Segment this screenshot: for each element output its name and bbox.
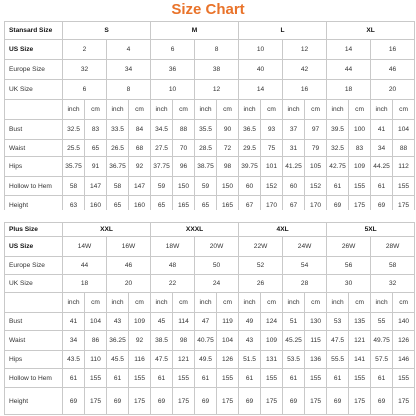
measurement-value: 104: [393, 120, 415, 140]
measurement-value: 69: [327, 388, 349, 415]
uk-size-value: 28: [283, 275, 327, 293]
europe-size-value: 46: [107, 257, 151, 275]
measurement-value: 59: [195, 177, 217, 196]
us-size-value: 14W: [63, 237, 107, 257]
measurement-value: 63: [63, 196, 85, 216]
size-name: XL: [327, 22, 415, 40]
europe-size-label: Europe Size: [5, 60, 63, 80]
measurement-row: [5, 388, 415, 415]
uk-size-value: 20: [107, 275, 151, 293]
unit-cm-cell: cm: [129, 100, 151, 120]
measurement-value: 175: [85, 388, 107, 415]
unit-row: [5, 293, 415, 313]
measurement-value: 155: [85, 369, 107, 388]
measurement-value: 61: [283, 369, 305, 388]
unit-inch-cell: inch: [239, 100, 261, 120]
size-header-row: [5, 22, 415, 40]
unit-inch-cell: inch: [195, 293, 217, 313]
measurement-value: 61: [239, 369, 261, 388]
measurement-value: 49.5: [195, 351, 217, 369]
chart-title: Size Chart: [171, 1, 245, 18]
measurement-value: 98: [217, 157, 239, 177]
uk-size-value: 10: [151, 80, 195, 100]
measurement-value: 109: [129, 313, 151, 331]
measurement-value: 155: [349, 369, 371, 388]
measurement-value: 86: [85, 331, 107, 351]
measurement-value: 58: [107, 177, 129, 196]
measurement-value: 69: [107, 388, 129, 415]
measurement-label: Hips: [5, 351, 63, 369]
measurement-value: 110: [85, 351, 107, 369]
measurement-value: 47.5: [327, 331, 349, 351]
measurement-value: 67: [239, 196, 261, 216]
size-name: S: [63, 22, 151, 40]
europe-size-value: 56: [327, 257, 371, 275]
measurement-value: 170: [305, 196, 327, 216]
measurement-value: 45: [151, 313, 173, 331]
measurement-value: 147: [85, 177, 107, 196]
measurement-value: 109: [349, 157, 371, 177]
europe-size-label: Europe Size: [5, 257, 63, 275]
measurement-value: 69: [195, 388, 217, 415]
measurement-value: 34.5: [151, 120, 173, 140]
measurement-value: 98: [173, 331, 195, 351]
size-header-label: Plus Size: [5, 223, 63, 237]
measurement-value: 45.5: [107, 351, 129, 369]
us-size-value: 22W: [239, 237, 283, 257]
unit-row-label: [5, 293, 63, 313]
measurement-value: 35.5: [195, 120, 217, 140]
measurement-value: 160: [85, 196, 107, 216]
measurement-value: 175: [393, 196, 415, 216]
unit-inch-cell: inch: [63, 293, 85, 313]
measurement-label: Hollow to Hem: [5, 177, 63, 196]
europe-size-value: 40: [239, 60, 283, 80]
uk-size-label: UK Size: [5, 275, 63, 293]
measurement-value: 150: [173, 177, 195, 196]
measurement-value: 155: [173, 369, 195, 388]
measurement-value: 65: [195, 196, 217, 216]
europe-size-row: [5, 60, 415, 80]
europe-size-value: 48: [151, 257, 195, 275]
europe-size-value: 44: [327, 60, 371, 80]
measurement-value: 25.5: [63, 140, 85, 157]
measurement-value: 104: [217, 331, 239, 351]
us-size-label: US Size: [5, 237, 63, 257]
unit-cm-cell: cm: [85, 293, 107, 313]
unit-inch-cell: inch: [283, 293, 305, 313]
us-size-value: 26W: [327, 237, 371, 257]
uk-size-row: [5, 80, 415, 100]
measurement-value: 53.5: [283, 351, 305, 369]
measurement-value: 70: [173, 140, 195, 157]
measurement-value: 160: [129, 196, 151, 216]
measurement-row: [5, 313, 415, 331]
measurement-value: 175: [129, 388, 151, 415]
measurement-value: 126: [393, 331, 415, 351]
measurement-value: 35.75: [63, 157, 85, 177]
measurement-value: 104: [85, 313, 107, 331]
measurement-label: Bust: [5, 120, 63, 140]
measurement-value: 119: [217, 313, 239, 331]
measurement-value: 116: [129, 351, 151, 369]
measurement-value: 155: [217, 369, 239, 388]
measurement-value: 69: [283, 388, 305, 415]
measurement-value: 61: [151, 369, 173, 388]
uk-size-value: 32: [371, 275, 415, 293]
size-name: L: [239, 22, 327, 40]
europe-size-row: [5, 257, 415, 275]
unit-inch-cell: inch: [327, 100, 349, 120]
measurement-value: 55.5: [327, 351, 349, 369]
measurement-value: 67: [283, 196, 305, 216]
measurement-value: 105: [305, 157, 327, 177]
measurement-value: 100: [349, 120, 371, 140]
unit-cm-cell: cm: [173, 100, 195, 120]
measurement-value: 45.25: [283, 331, 305, 351]
unit-inch-cell: inch: [371, 293, 393, 313]
measurement-value: 43: [107, 313, 129, 331]
unit-inch-cell: inch: [63, 100, 85, 120]
measurement-value: 49: [239, 313, 261, 331]
measurement-value: 147: [129, 177, 151, 196]
measurement-value: 44.25: [371, 157, 393, 177]
unit-cm-cell: cm: [393, 293, 415, 313]
unit-cm-cell: cm: [349, 293, 371, 313]
measurement-value: 175: [217, 388, 239, 415]
measurement-value: 152: [261, 177, 283, 196]
unit-inch-cell: inch: [151, 100, 173, 120]
unit-cm-cell: cm: [261, 293, 283, 313]
unit-cm-cell: cm: [217, 100, 239, 120]
uk-size-value: 20: [371, 80, 415, 100]
uk-size-value: 14: [239, 80, 283, 100]
measurement-value: 41: [63, 313, 85, 331]
unit-cm-cell: cm: [393, 100, 415, 120]
unit-cm-cell: cm: [305, 100, 327, 120]
measurement-value: 96: [173, 157, 195, 177]
europe-size-value: 54: [283, 257, 327, 275]
europe-size-value: 38: [195, 60, 239, 80]
measurement-value: 27.5: [151, 140, 173, 157]
size-name: XXXL: [151, 223, 239, 237]
uk-size-value: 18: [63, 275, 107, 293]
measurement-label: Waist: [5, 331, 63, 351]
measurement-value: 150: [217, 177, 239, 196]
measurement-value: 175: [393, 388, 415, 415]
measurement-value: 37: [283, 120, 305, 140]
measurement-value: 88: [173, 120, 195, 140]
measurement-value: 175: [349, 196, 371, 216]
unit-cm-cell: cm: [129, 293, 151, 313]
europe-size-value: 50: [195, 257, 239, 275]
measurement-value: 65: [85, 140, 107, 157]
measurement-label: Waist: [5, 140, 63, 157]
measurement-label: Hips: [5, 157, 63, 177]
plus-size-table: [4, 222, 415, 415]
measurement-value: 34: [371, 140, 393, 157]
measurement-value: 165: [173, 196, 195, 216]
europe-size-value: 52: [239, 257, 283, 275]
measurement-value: 36.25: [107, 331, 129, 351]
measurement-value: 61: [327, 369, 349, 388]
uk-size-value: 16: [283, 80, 327, 100]
measurement-value: 47: [195, 313, 217, 331]
measurement-row: [5, 157, 415, 177]
us-size-row: [5, 40, 415, 60]
standard-size-table: [4, 21, 415, 216]
us-size-value: 16W: [107, 237, 151, 257]
measurement-value: 141: [349, 351, 371, 369]
europe-size-value: 32: [63, 60, 107, 80]
unit-inch-cell: inch: [283, 100, 305, 120]
uk-size-value: 22: [151, 275, 195, 293]
us-size-value: 4: [107, 40, 151, 60]
uk-size-value: 12: [195, 80, 239, 100]
us-size-value: 18W: [151, 237, 195, 257]
measurement-value: 39.75: [239, 157, 261, 177]
unit-inch-cell: inch: [107, 293, 129, 313]
size-header-label: Stansard Size: [5, 22, 63, 40]
us-size-value: 2: [63, 40, 107, 60]
measurement-value: 140: [393, 313, 415, 331]
unit-cm-cell: cm: [261, 100, 283, 120]
measurement-value: 51: [283, 313, 305, 331]
unit-inch-cell: inch: [327, 293, 349, 313]
measurement-value: 88: [393, 140, 415, 157]
us-size-label: US Size: [5, 40, 63, 60]
unit-cm-cell: cm: [349, 100, 371, 120]
uk-size-value: 30: [327, 275, 371, 293]
measurement-value: 26.5: [107, 140, 129, 157]
uk-size-value: 24: [195, 275, 239, 293]
measurement-value: 69: [371, 388, 393, 415]
measurement-value: 60: [239, 177, 261, 196]
us-size-value: 6: [151, 40, 195, 60]
unit-row: [5, 100, 415, 120]
measurement-value: 69: [327, 196, 349, 216]
measurement-value: 39.5: [327, 120, 349, 140]
measurement-value: 41.25: [283, 157, 305, 177]
measurement-value: 136: [305, 351, 327, 369]
measurement-value: 101: [261, 157, 283, 177]
measurement-value: 155: [349, 177, 371, 196]
measurement-value: 170: [261, 196, 283, 216]
measurement-value: 69: [239, 388, 261, 415]
measurement-value: 40.75: [195, 331, 217, 351]
europe-size-value: 58: [371, 257, 415, 275]
us-size-row: [5, 237, 415, 257]
measurement-value: 135: [349, 313, 371, 331]
unit-inch-cell: inch: [239, 293, 261, 313]
europe-size-value: 42: [283, 60, 327, 80]
uk-size-value: 18: [327, 80, 371, 100]
measurement-value: 34: [63, 331, 85, 351]
measurement-value: 37.75: [151, 157, 173, 177]
measurement-value: 61: [107, 369, 129, 388]
size-name: 4XL: [239, 223, 327, 237]
measurement-value: 61: [327, 177, 349, 196]
measurement-value: 43: [239, 331, 261, 351]
measurement-value: 55: [371, 313, 393, 331]
measurement-value: 31: [283, 140, 305, 157]
measurement-value: 51.5: [239, 351, 261, 369]
measurement-value: 69: [63, 388, 85, 415]
measurement-value: 97: [305, 120, 327, 140]
measurement-value: 155: [393, 177, 415, 196]
measurement-value: 130: [305, 313, 327, 331]
measurement-value: 57.5: [371, 351, 393, 369]
europe-size-value: 36: [151, 60, 195, 80]
measurement-value: 152: [305, 177, 327, 196]
uk-size-value: 6: [63, 80, 107, 100]
unit-cm-cell: cm: [217, 293, 239, 313]
uk-size-label: UK Size: [5, 80, 63, 100]
measurement-value: 41: [371, 120, 393, 140]
measurement-value: 69: [371, 196, 393, 216]
measurement-value: 114: [173, 313, 195, 331]
measurement-row: [5, 351, 415, 369]
measurement-value: 75: [261, 140, 283, 157]
measurement-value: 65: [151, 196, 173, 216]
us-size-value: 28W: [371, 237, 415, 257]
measurement-label: Hollow to Hem: [5, 369, 63, 388]
europe-size-value: 46: [371, 60, 415, 80]
europe-size-value: 34: [107, 60, 151, 80]
measurement-value: 109: [261, 331, 283, 351]
measurement-value: 83: [349, 140, 371, 157]
measurement-value: 79: [305, 140, 327, 157]
measurement-value: 93: [261, 120, 283, 140]
measurement-value: 29.5: [239, 140, 261, 157]
measurement-value: 124: [261, 313, 283, 331]
measurement-value: 61: [195, 369, 217, 388]
measurement-value: 155: [129, 369, 151, 388]
uk-size-value: 8: [107, 80, 151, 100]
unit-inch-cell: inch: [151, 293, 173, 313]
measurement-value: 90: [217, 120, 239, 140]
measurement-value: 92: [129, 331, 151, 351]
measurement-value: 53: [327, 313, 349, 331]
measurement-value: 175: [261, 388, 283, 415]
measurement-value: 49.75: [371, 331, 393, 351]
measurement-value: 38.75: [195, 157, 217, 177]
measurement-value: 175: [173, 388, 195, 415]
measurement-value: 155: [393, 369, 415, 388]
measurement-value: 32.5: [327, 140, 349, 157]
measurement-row: [5, 369, 415, 388]
measurement-label: Height: [5, 196, 63, 216]
measurement-value: 112: [393, 157, 415, 177]
measurement-value: 84: [129, 120, 151, 140]
uk-size-value: 26: [239, 275, 283, 293]
measurement-value: 42.75: [327, 157, 349, 177]
measurement-value: 58: [63, 177, 85, 196]
measurement-value: 32.5: [63, 120, 85, 140]
measurement-value: 65: [107, 196, 129, 216]
measurement-row: [5, 331, 415, 351]
measurement-value: 61: [63, 369, 85, 388]
measurement-value: 91: [85, 157, 107, 177]
unit-inch-cell: inch: [371, 100, 393, 120]
table-gap: [0, 210, 416, 220]
unit-cm-cell: cm: [85, 100, 107, 120]
measurement-label: Height: [5, 388, 63, 415]
measurement-label: Bust: [5, 313, 63, 331]
measurement-row: [5, 140, 415, 157]
measurement-value: 43.5: [63, 351, 85, 369]
measurement-row: [5, 120, 415, 140]
measurement-value: 68: [129, 140, 151, 157]
measurement-value: 155: [305, 369, 327, 388]
us-size-value: 14: [327, 40, 371, 60]
us-size-value: 12: [283, 40, 327, 60]
measurement-value: 155: [261, 369, 283, 388]
us-size-value: 10: [239, 40, 283, 60]
measurement-value: 72: [217, 140, 239, 157]
uk-size-row: [5, 275, 415, 293]
measurement-value: 61: [371, 177, 393, 196]
measurement-value: 36.75: [107, 157, 129, 177]
measurement-value: 59: [151, 177, 173, 196]
measurement-value: 61: [371, 369, 393, 388]
measurement-value: 131: [261, 351, 283, 369]
measurement-value: 69: [151, 388, 173, 415]
unit-inch-cell: inch: [195, 100, 217, 120]
measurement-value: 126: [217, 351, 239, 369]
measurement-value: 92: [129, 157, 151, 177]
size-name: M: [151, 22, 239, 40]
measurement-value: 115: [305, 331, 327, 351]
measurement-value: 175: [305, 388, 327, 415]
unit-cm-cell: cm: [305, 293, 327, 313]
measurement-value: 38.5: [151, 331, 173, 351]
measurement-value: 47.5: [151, 351, 173, 369]
us-size-value: 20W: [195, 237, 239, 257]
size-name: 5XL: [327, 223, 415, 237]
measurement-value: 146: [393, 351, 415, 369]
unit-row-label: [5, 100, 63, 120]
measurement-value: 175: [349, 388, 371, 415]
us-size-value: 8: [195, 40, 239, 60]
europe-size-value: 44: [63, 257, 107, 275]
us-size-value: 16: [371, 40, 415, 60]
size-header-row: [5, 223, 415, 237]
measurement-value: 60: [283, 177, 305, 196]
unit-cm-cell: cm: [173, 293, 195, 313]
measurement-row: [5, 177, 415, 196]
measurement-value: 28.5: [195, 140, 217, 157]
measurement-value: 33.5: [107, 120, 129, 140]
measurement-value: 36.5: [239, 120, 261, 140]
measurement-value: 165: [217, 196, 239, 216]
size-name: XXL: [63, 223, 151, 237]
us-size-value: 24W: [283, 237, 327, 257]
measurement-value: 83: [85, 120, 107, 140]
measurement-value: 121: [349, 331, 371, 351]
unit-inch-cell: inch: [107, 100, 129, 120]
measurement-value: 121: [173, 351, 195, 369]
